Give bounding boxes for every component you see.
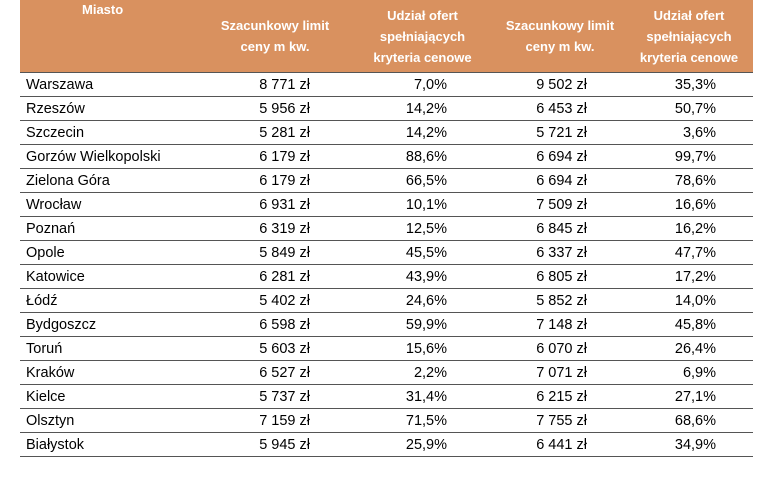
header-price-limit-1 (200, 0, 350, 73)
city-cell: Katowice (20, 265, 200, 289)
price-limit-cell: 5 852 zł (495, 289, 625, 313)
offer-share-cell: 31,4% (350, 385, 495, 409)
offer-share-cell: 2,2% (350, 361, 495, 385)
header-row (20, 0, 753, 73)
offer-share-cell: 27,1% (625, 385, 753, 409)
offer-share-cell: 6,9% (625, 361, 753, 385)
city-cell: Białystok (20, 433, 200, 457)
offer-share-cell: 47,7% (625, 241, 753, 265)
city-cell: Opole (20, 241, 200, 265)
price-limit-cell: 5 737 zł (200, 385, 350, 409)
price-limit-cell: 6 281 zł (200, 265, 350, 289)
price-limit-cell: 6 845 zł (495, 217, 625, 241)
table-row (20, 265, 753, 289)
city-cell: Bydgoszcz (20, 313, 200, 337)
table-row (20, 145, 753, 169)
price-limit-cell: 7 755 zł (495, 409, 625, 433)
price-limit-cell: 6 931 zł (200, 193, 350, 217)
offer-share-cell: 34,9% (625, 433, 753, 457)
offer-share-cell: 14,2% (350, 97, 495, 121)
header-line: Szacunkowy limit (220, 18, 330, 33)
offer-share-cell: 35,3% (625, 73, 753, 97)
price-limit-cell: 5 603 zł (200, 337, 350, 361)
price-limit-cell: 6 694 zł (495, 169, 625, 193)
offer-share-cell: 71,5% (350, 409, 495, 433)
table-row (20, 97, 753, 121)
table-row (20, 409, 753, 433)
price-limit-cell: 6 179 zł (200, 145, 350, 169)
city-cell: Olsztyn (20, 409, 200, 433)
price-limit-cell: 6 453 zł (495, 97, 625, 121)
city-cell: Kraków (20, 361, 200, 385)
price-limit-cell: 6 337 zł (495, 241, 625, 265)
price-limit-table-container (20, 0, 753, 480)
price-limit-cell: 5 945 zł (200, 433, 350, 457)
price-limit-cell: 7 148 zł (495, 313, 625, 337)
city-cell: Kielce (20, 385, 200, 409)
header-city (20, 0, 200, 73)
city-cell: Gorzów Wielkopolski (20, 145, 200, 169)
price-limit-cell: 6 179 zł (200, 169, 350, 193)
header-offer-share-1 (350, 0, 495, 73)
price-limit-cell: 6 441 zł (495, 433, 625, 457)
offer-share-cell: 14,0% (625, 289, 753, 313)
city-cell: Zielona Góra (20, 169, 200, 193)
offer-share-cell: 3,6% (625, 121, 753, 145)
offer-share-cell: 26,4% (625, 337, 753, 361)
header-line: kryteria cenowe (373, 49, 472, 65)
header-line: ceny m kw. (525, 39, 595, 54)
header-line: ceny m kw. (240, 39, 310, 54)
price-limit-cell: 8 771 zł (200, 73, 350, 97)
table-row (20, 193, 753, 217)
offer-share-cell: 78,6% (625, 169, 753, 193)
offer-share-cell: 25,9% (350, 433, 495, 457)
offer-share-cell: 7,0% (350, 73, 495, 97)
price-limit-cell: 9 502 zł (495, 73, 625, 97)
price-limit-cell: 6 694 zł (495, 145, 625, 169)
city-cell: Szczecin (20, 121, 200, 145)
offer-share-cell: 66,5% (350, 169, 495, 193)
table-header (20, 0, 753, 73)
table-row (20, 169, 753, 193)
offer-share-cell: 10,1% (350, 193, 495, 217)
offer-share-cell: 68,6% (625, 409, 753, 433)
header-line: Udział ofert (653, 7, 725, 23)
header-offer-share-2 (625, 0, 753, 73)
offer-share-cell: 88,6% (350, 145, 495, 169)
table-row (20, 313, 753, 337)
offer-share-cell: 99,7% (625, 145, 753, 169)
table-row (20, 337, 753, 361)
price-limit-cell: 6 319 zł (200, 217, 350, 241)
header-line: spełniających (646, 28, 732, 44)
price-limit-cell: 7 159 zł (200, 409, 350, 433)
price-limit-cell: 6 215 zł (495, 385, 625, 409)
table-row (20, 73, 753, 97)
offer-share-cell: 50,7% (625, 97, 753, 121)
table-row (20, 241, 753, 265)
price-limit-cell: 5 849 zł (200, 241, 350, 265)
price-limit-cell: 6 527 zł (200, 361, 350, 385)
price-limit-cell: 6 070 zł (495, 337, 625, 361)
city-cell: Warszawa (20, 73, 200, 97)
header-price-limit-2 (495, 0, 625, 73)
table-row (20, 217, 753, 241)
header-line: Szacunkowy limit (505, 18, 615, 33)
offer-share-cell: 16,2% (625, 217, 753, 241)
price-limit-table (20, 0, 753, 457)
price-limit-cell: 5 281 zł (200, 121, 350, 145)
table-row (20, 361, 753, 385)
header-line: Miasto (82, 2, 124, 17)
offer-share-cell: 45,5% (350, 241, 495, 265)
city-cell: Rzeszów (20, 97, 200, 121)
header-line: Udział ofert (387, 7, 458, 23)
city-cell: Toruń (20, 337, 200, 361)
offer-share-cell: 59,9% (350, 313, 495, 337)
header-line: kryteria cenowe (639, 49, 739, 65)
city-cell: Poznań (20, 217, 200, 241)
price-limit-cell: 5 721 zł (495, 121, 625, 145)
table-row (20, 289, 753, 313)
price-limit-cell: 6 805 zł (495, 265, 625, 289)
city-cell: Wrocław (20, 193, 200, 217)
offer-share-cell: 15,6% (350, 337, 495, 361)
offer-share-cell: 43,9% (350, 265, 495, 289)
price-limit-cell: 5 956 zł (200, 97, 350, 121)
offer-share-cell: 16,6% (625, 193, 753, 217)
table-row (20, 433, 753, 457)
price-limit-cell: 5 402 zł (200, 289, 350, 313)
offer-share-cell: 17,2% (625, 265, 753, 289)
offer-share-cell: 24,6% (350, 289, 495, 313)
table-row (20, 121, 753, 145)
price-limit-cell: 7 509 zł (495, 193, 625, 217)
offer-share-cell: 45,8% (625, 313, 753, 337)
offer-share-cell: 14,2% (350, 121, 495, 145)
table-body (20, 73, 753, 457)
header-line: spełniających (379, 28, 466, 44)
table-row (20, 385, 753, 409)
offer-share-cell: 12,5% (350, 217, 495, 241)
city-cell: Łódź (20, 289, 200, 313)
price-limit-cell: 6 598 zł (200, 313, 350, 337)
price-limit-cell: 7 071 zł (495, 361, 625, 385)
